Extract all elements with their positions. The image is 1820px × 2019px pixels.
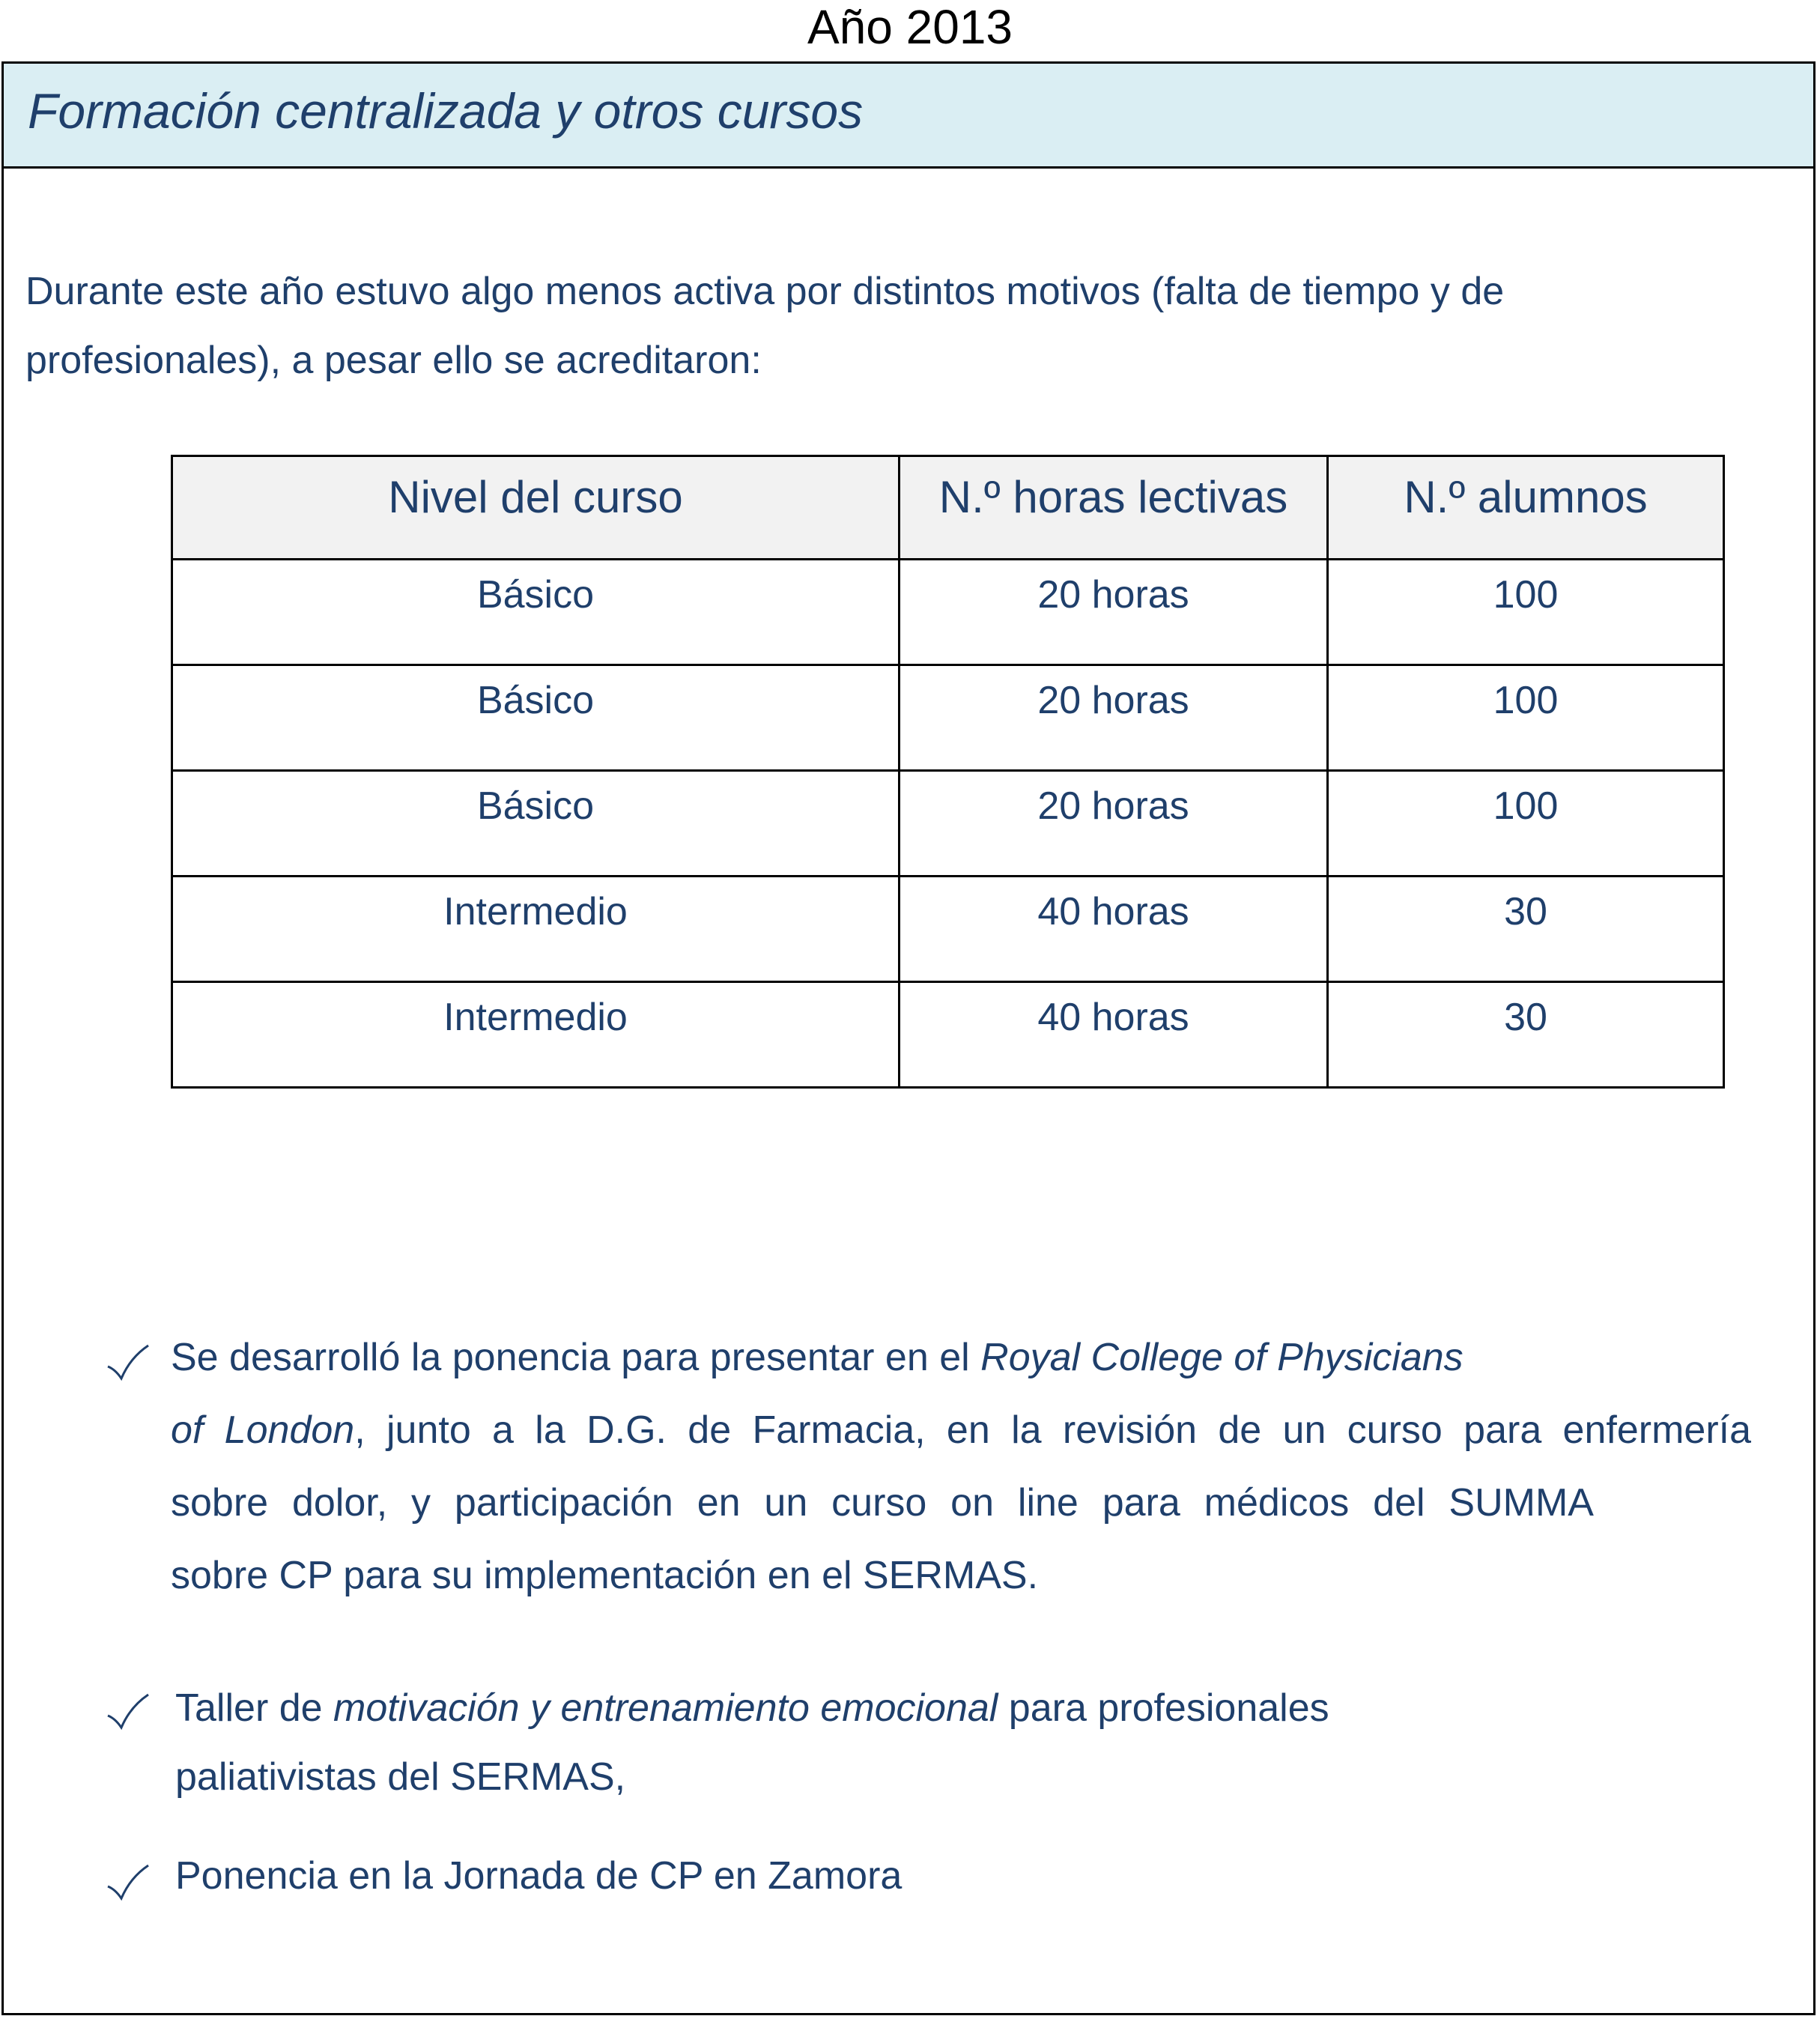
table-row [172,877,1724,982]
table-row [172,665,1724,771]
bullet-line [171,1322,1751,1394]
page-year-title: Año 2013 [807,0,1013,54]
check-icon [105,1690,150,1735]
courses-table-wrapper [171,455,1723,1089]
section-header [4,64,1813,169]
section-title: Formación centralizada y otros cursos [28,83,864,139]
bullet-text [175,1841,902,1910]
cell-students: 100 [1328,560,1724,665]
cell-course-level: Básico [172,665,900,771]
bullet-line [171,1394,1751,1467]
cell-teaching-hours: 20 horas [900,771,1328,877]
bullet-italic-segment: Royal College of Physicians [980,1336,1463,1379]
bullet-italic-segment: of London [171,1408,355,1452]
bullet-text-segment: paliativistas del SERMAS, [175,1755,626,1799]
bullet-text-segment: sobre dolor, y participación en un curso on line para médicos del SUMMA [171,1481,1594,1525]
cell-teaching-hours: 40 horas [900,982,1328,1088]
cell-course-level: Básico [172,771,900,877]
table-row [172,771,1724,877]
cell-students: 30 [1328,877,1724,982]
table-row [172,982,1724,1088]
bullet-text [171,1322,1751,1612]
check-icon [105,1341,150,1386]
bullet-text-segment: sobre CP para su implementación en el SERMAS. [171,1554,1039,1597]
cell-students: 30 [1328,982,1724,1088]
header-teaching-hours: N.º horas lectivas [900,456,1328,560]
cell-teaching-hours: 40 horas [900,877,1328,982]
cell-students: 100 [1328,665,1724,771]
header-students: N.º alumnos [1328,456,1724,560]
check-icon [105,1861,150,1906]
cell-teaching-hours: 20 horas [900,665,1328,771]
table-row [172,560,1724,665]
header-course-level: Nivel del curso [172,456,900,560]
table-header-row [172,456,1724,560]
cell-students: 100 [1328,771,1724,877]
bullet-line [171,1467,1594,1540]
intro-paragraph [25,257,1748,395]
cell-course-level: Básico [172,560,900,665]
cell-teaching-hours: 20 horas [900,560,1328,665]
bullet-line [175,1841,902,1910]
bullet-text-segment: Se desarrolló la ponencia para presentar en el [171,1336,981,1379]
bullet-text-segment: , junto a la D.G. de Farmacia, en la revisión de un curso para enfermería [354,1408,1751,1452]
bullet-text-segment: Taller de [175,1686,333,1730]
bullet-line [175,1674,1329,1743]
courses-table [171,455,1725,1089]
bullet-italic-segment: motivación y entrenamiento emocional [333,1686,998,1730]
bullet-line [171,1540,1751,1612]
bullet-text-segment: Ponencia en la Jornada de CP en Zamora [175,1854,903,1898]
cell-course-level: Intermedio [172,877,900,982]
intro-line-1: Durante este año estuvo algo menos activa por distintos motivos (falta de tiempo y de [25,270,1505,313]
bullet-text [175,1674,1329,1811]
cell-course-level: Intermedio [172,982,900,1088]
bullet-text-segment: para profesionales [998,1686,1329,1730]
bullet-line [175,1743,1329,1811]
intro-line-2: profesionales), a pesar ello se acreditaron: [25,339,762,382]
